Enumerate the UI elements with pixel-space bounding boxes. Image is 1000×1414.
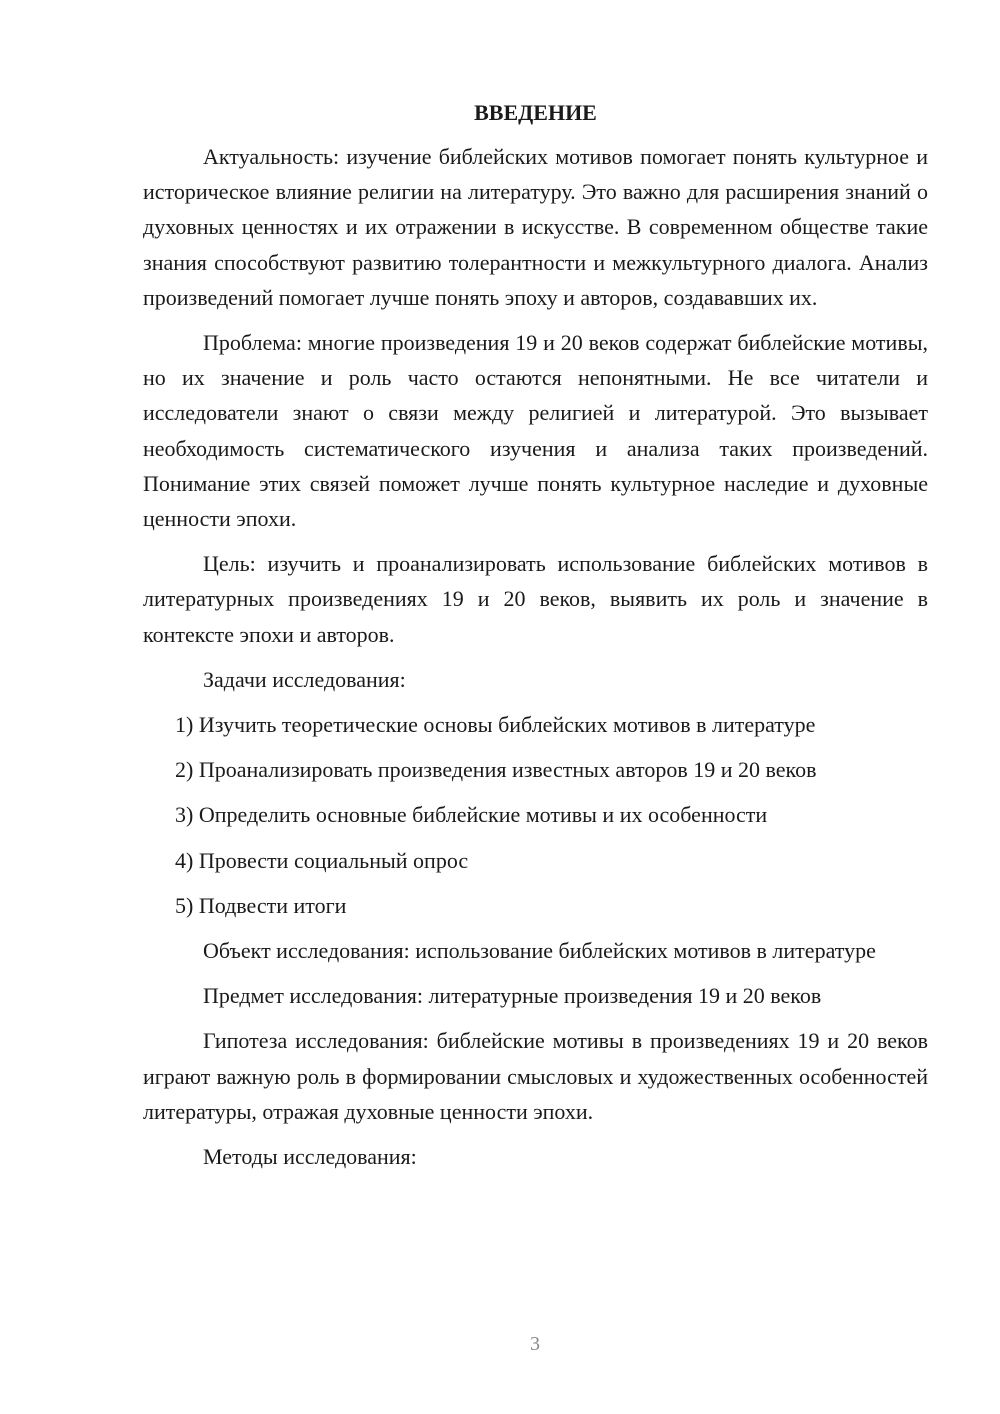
subject-paragraph: Предмет исследования: литературные произведения 19 и 20 веков (203, 983, 822, 1009)
task-item: 3) Определить основные библейские мотивы и их особенности (175, 802, 768, 828)
tasks-list (143, 707, 928, 923)
hypothesis-paragraph: Гипотеза исследования: библейские мотивы в произведениях 19 и 20 веков играют важную роль в формировании смысловых и художественных особенностей литературы, отражая духовные ценности эпохи. (143, 1028, 928, 1124)
goal-paragraph: Цель: изучить и проанализировать использование библейских мотивов в литературных произведениях 19 и 20 веков, выявить их роль и значение в контексте эпохи и авторов. (143, 551, 928, 647)
object-paragraph: Объект исследования: использование библейских мотивов в литературе (203, 938, 876, 964)
problem-paragraph: Проблема: многие произведения 19 и 20 веков содержат библейские мотивы, но их значение и роль часто остаются непонятными. Не все читатели и исследователи знают о связи между религией и литературой. Это вызывает необходимость систематического изучения и анализа таких произведений. Понимание этих связей поможет лучше понять культурное наследие и духовные ценности эпохи. (143, 330, 928, 532)
task-item: 2) Проанализировать произведения известных авторов 19 и 20 веков (175, 757, 817, 783)
task-item: 4) Провести социальный опрос (175, 847, 469, 873)
task-item: 5) Подвести итоги (175, 892, 347, 918)
section-title: ВВЕДЕНИЕ (474, 100, 597, 125)
methods-heading: Методы исследования: (203, 1144, 417, 1170)
page-number: 3 (530, 1333, 540, 1355)
relevance-paragraph: Актуальность: изучение библейских мотивов помогает понять культурное и историческое влияние религии на литературу. Это важно для расширения знаний о духовных ценностях и их отражении в искусстве. В современном обществе такие знания способствуют развитию толерантности и межкультурного диалога. Анализ произведений помогает лучше понять эпоху и авторов, создававших их. (143, 144, 928, 310)
task-item: 1) Изучить теоретические основы библейских мотивов в литературе (175, 712, 816, 738)
page-content (143, 95, 928, 1184)
tasks-heading: Задачи исследования: (203, 666, 406, 692)
